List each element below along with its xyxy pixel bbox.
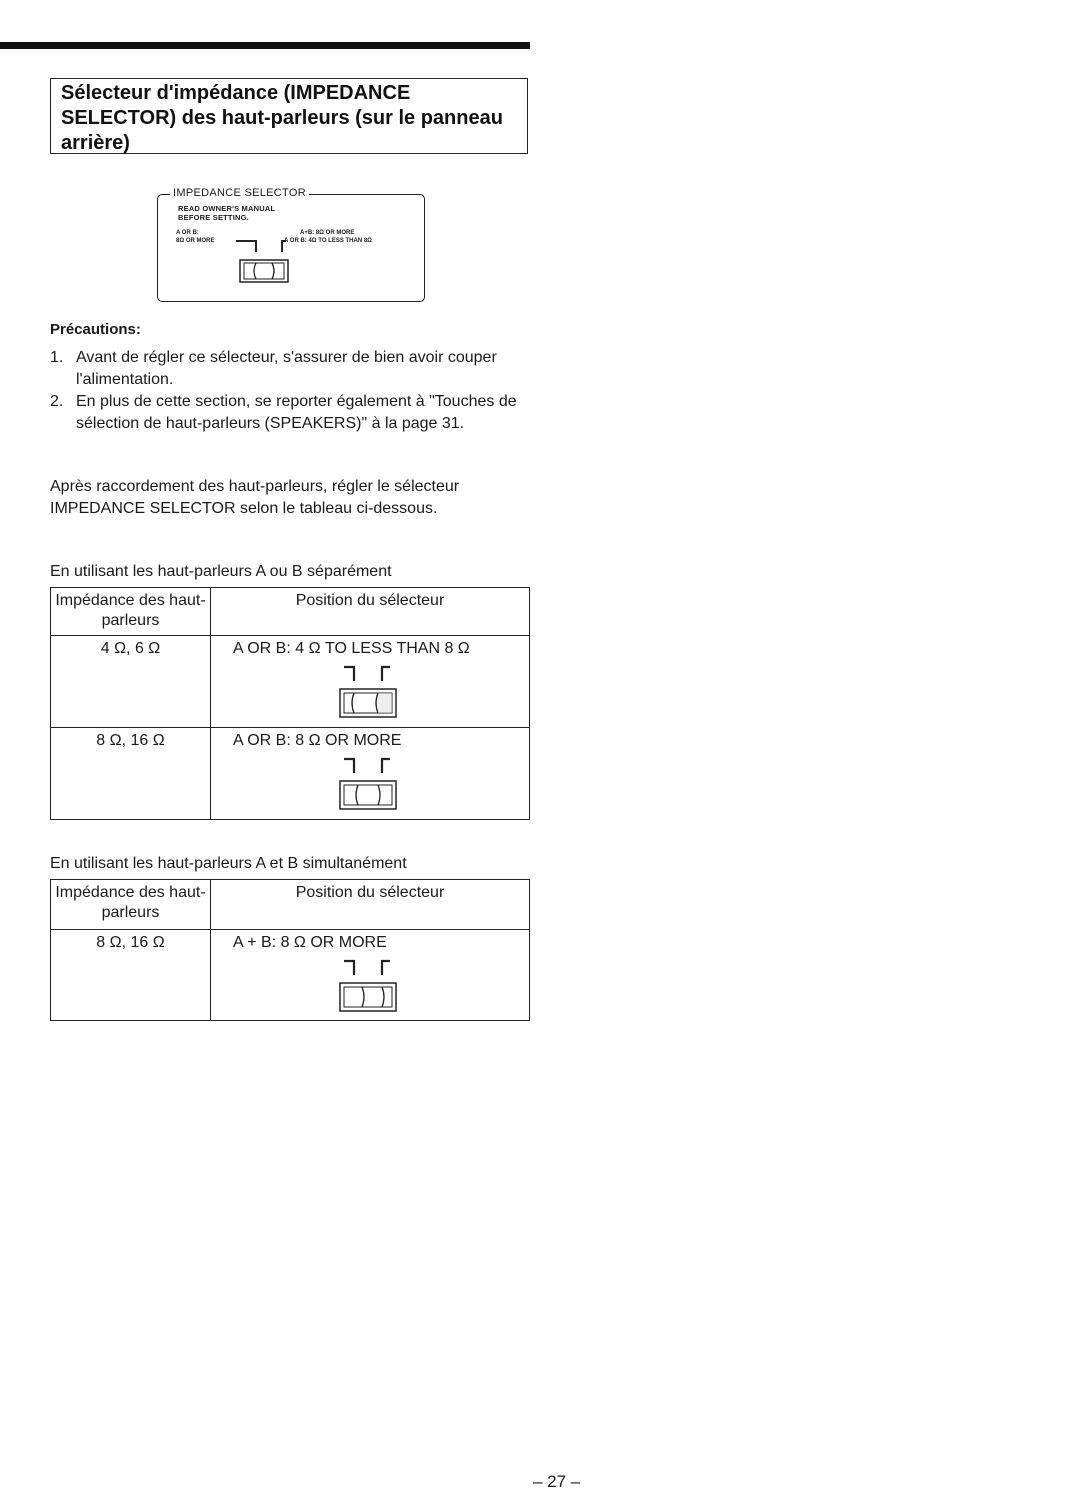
header-impedance: Impédance des haut-parleurs [51,588,211,636]
section-title: Sélecteur d'impédance (IMPEDANCE SELECTOR) des haut-parleurs (sur le panneau arrière) [61,82,503,154]
table-header-row [51,880,530,930]
row-impedance: 8 Ω, 16 Ω [51,930,211,1021]
panel-switch-icon [236,236,296,286]
panel-line2: BEFORE SETTING. [178,213,249,222]
page-number: – 27 – [533,1472,581,1491]
list-item: 1. Avant de régler ce sélecteur, s'assurer de bien avoir couper l'alimentation. [50,349,497,388]
table2 [50,879,530,1021]
header-position: Position du sélecteur [211,880,530,930]
table-header-row [51,588,530,636]
switch-left-icon [338,957,402,1015]
panel-title: IMPEDANCE SELECTOR [170,186,309,200]
panel-left-bottom: 8Ω OR MORE [176,238,215,244]
list-item: 2. En plus de cette section, se reporter également à "Touches de sélection de haut-parleurs (SPEAKERS)" à la page 31. [50,393,517,432]
table-row [51,728,530,820]
precautions-list [50,347,540,435]
top-rule [0,42,530,49]
row-position: A + B: 8 Ω OR MORE [211,930,530,1021]
header-position: Position du sélecteur [211,588,530,636]
precautions-heading: Précautions: [50,321,141,338]
table-row [51,636,530,728]
row-impedance: 8 Ω, 16 Ω [51,728,211,820]
header-impedance: Impédance des haut-parleurs [51,880,211,930]
table1 [50,587,530,820]
table1-caption: En utilisant les haut-parleurs A ou B séparément [50,563,392,580]
switch-center-icon [338,755,402,813]
intro-paragraph: Après raccordement des haut-parleurs, régler le sélecteur IMPEDANCE SELECTOR selon le tableau ci-dessous. [50,478,460,517]
table-row [51,930,530,1021]
row-impedance: 4 Ω, 6 Ω [51,636,211,728]
section-title-box [50,78,528,154]
row-position: A OR B: 4 Ω TO LESS THAN 8 Ω [211,636,530,728]
table2-caption: En utilisant les haut-parleurs A et B simultanément [50,855,407,872]
switch-right-icon [338,663,402,721]
panel-right-top: A+B: 8Ω OR MORE [300,230,355,236]
panel-line1: READ OWNER'S MANUAL [178,204,276,213]
panel-left-top: A OR B: [176,230,199,236]
panel-right-bottom: A OR B: 4Ω TO LESS THAN 8Ω [284,238,372,244]
row-position: A OR B: 8 Ω OR MORE [211,728,530,820]
